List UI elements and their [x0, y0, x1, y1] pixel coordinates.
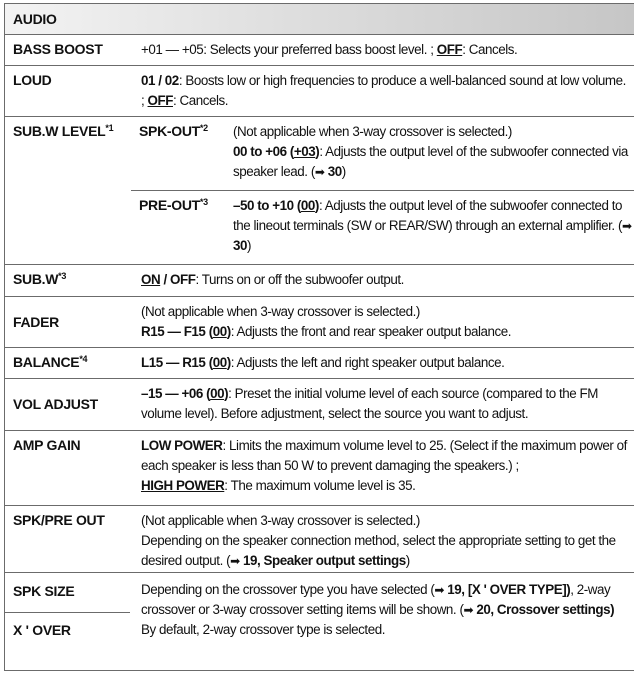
page-ref-link[interactable]: 19, Speaker output settings [239, 553, 406, 568]
option-off: / OFF [160, 272, 196, 287]
default-value: 00 [212, 324, 227, 339]
pre-out-description [233, 196, 632, 256]
setting-description [141, 511, 632, 571]
setting-description [141, 384, 632, 424]
default-value: 00 [300, 198, 315, 213]
paren: ) [341, 164, 346, 179]
footnote-marker: *2 [199, 123, 208, 133]
footnote-marker: *3 [58, 271, 67, 281]
setting-description [141, 580, 632, 640]
setting-label [13, 354, 87, 370]
default-value: 00 [210, 386, 225, 401]
sub-setting-label-pre-out [139, 197, 208, 213]
desc-text: : Limits the maximum volume level to 25. (Select if the maximum power of each speaker is less than 50 W to prevent damaging the speakers.) ; [141, 438, 627, 473]
desc-text: , 2-way crossover or 3-way crossover setting items will be shown. ( [141, 582, 611, 617]
paren: ) [226, 324, 231, 339]
label-text: SUB.W [13, 271, 59, 287]
setting-label: VOL ADJUST [13, 396, 98, 412]
setting-label [13, 271, 66, 287]
desc-text: : Adjusts the front and rear speaker output balance. [230, 324, 512, 339]
desc-text: : Turns on or off the subwoofer output. [195, 272, 404, 287]
note-text: (Not applicable when 3-way crossover is selected.) [233, 124, 512, 139]
row-subw [5, 265, 634, 297]
table-header [5, 4, 634, 35]
setting-label-xover: X ' OVER [13, 622, 71, 638]
arrow-right-icon: ➡ [463, 603, 474, 617]
page-ref-link[interactable]: 19, [X ' OVER TYPE]) [444, 582, 571, 597]
default-value: 00 [212, 355, 227, 370]
option-high-power: HIGH POWER [141, 478, 225, 493]
desc-text: : Boosts low or high frequencies to produce a well-balanced sound at low volume. ; [141, 73, 626, 108]
page-ref-link[interactable]: 30 [324, 164, 342, 179]
desc-text: : Preset the initial volume level of each source (compared to the FM volume level). Before adjustment, select the source you want to adjust. [141, 386, 598, 421]
footnote-marker: *3 [199, 197, 208, 207]
spk-out-description [233, 122, 632, 182]
paren: ) [315, 144, 320, 159]
label-text: SPK-OUT [139, 123, 200, 139]
option-low-power: LOW POWER [141, 438, 223, 453]
desc-text: By default, 2-way crossover type is selected. [141, 622, 385, 637]
row-balance [5, 348, 634, 379]
setting-label-spk-size: SPK SIZE [13, 583, 75, 599]
label-text: BALANCE [13, 354, 80, 370]
option-off: OFF [436, 42, 463, 57]
paren: ) [314, 198, 319, 213]
row-bass-boost [5, 35, 634, 66]
desc-text: : Cancels. [172, 93, 229, 108]
page-ref-link[interactable]: 20, Crossover settings) [473, 602, 615, 617]
row-vol-adjust [5, 379, 634, 431]
desc-block [141, 580, 632, 620]
setting-label: SPK/PRE OUT [13, 512, 105, 528]
desc-text: : Cancels. [462, 42, 518, 57]
paren: ) [405, 553, 410, 568]
audio-settings-table [4, 3, 634, 671]
option-off: OFF [147, 93, 173, 108]
setting-description [141, 302, 632, 342]
value-range: 00 to +06 ( [233, 144, 294, 159]
arrow-right-icon: ➡ [434, 583, 445, 597]
desc-text: : Selects your preferred bass boost level. ; [203, 42, 437, 57]
desc-text: : The maximum volume level is 35. [224, 478, 416, 493]
value-range: 01 / 02 [141, 73, 179, 88]
note-text: (Not applicable when 3-way crossover is selected.) [141, 304, 420, 319]
row-subw-level [5, 117, 634, 265]
setting-label: LOUD [13, 72, 52, 88]
row-fader [5, 297, 634, 348]
desc-block [141, 436, 632, 476]
setting-label: FADER [13, 314, 59, 330]
paren: ) [224, 386, 229, 401]
setting-description [141, 353, 632, 373]
desc-text: : Adjusts the output level of the subwoofer connected to the lineout terminals (SW or REAR/SW) through an external amplifier. ( [233, 198, 623, 233]
setting-label: BASS BOOST [13, 41, 103, 57]
desc-block [141, 322, 632, 342]
desc-block [233, 142, 632, 182]
desc-text: Depending on the crossover type you have selected ( [141, 582, 435, 597]
setting-description [141, 270, 632, 290]
setting-description [141, 40, 632, 60]
section-title: AUDIO [13, 11, 57, 27]
setting-label: AMP GAIN [13, 437, 81, 453]
value-range: +01 — +05 [141, 42, 204, 57]
paren: ) [226, 355, 231, 370]
desc-block [141, 476, 632, 496]
footnote-marker: *4 [79, 354, 88, 364]
setting-label [13, 123, 113, 139]
value-range: R15 — F15 ( [141, 324, 213, 339]
sub-setting-label-spk-out [139, 123, 208, 139]
option-on: ON [141, 272, 161, 287]
desc-text: : Adjusts the left and right speaker output balance. [230, 355, 505, 370]
row-loud [5, 66, 634, 117]
divider [131, 190, 634, 191]
desc-block [141, 531, 632, 571]
desc-text: : Adjusts the output level of the subwoofer connected via speaker lead. ( [233, 144, 628, 179]
arrow-right-icon: ➡ [314, 165, 325, 179]
default-value: +03 [293, 144, 316, 159]
divider [5, 612, 130, 613]
value-range: L15 — R15 ( [141, 355, 213, 370]
page-ref-link[interactable]: 30 [233, 238, 247, 253]
setting-description [141, 71, 632, 111]
setting-description [141, 436, 632, 496]
footnote-marker: *1 [105, 123, 114, 133]
row-spk-pre-out [5, 506, 634, 573]
desc-text: Depending on the speaker connection method, select the appropriate setting to get the desired output. ( [141, 533, 616, 568]
arrow-right-icon: ➡ [230, 554, 240, 568]
label-text: SUB.W LEVEL [13, 123, 106, 139]
value-range: –15 — +06 ( [141, 386, 211, 401]
row-spk-size-xover [5, 573, 634, 671]
value-range: –50 to +10 ( [233, 198, 301, 213]
label-text: PRE-OUT [139, 197, 200, 213]
row-amp-gain [5, 431, 634, 506]
note-text: (Not applicable when 3-way crossover is selected.) [141, 513, 420, 528]
arrow-right-icon: ➡ [621, 219, 632, 233]
paren: ) [247, 238, 252, 253]
